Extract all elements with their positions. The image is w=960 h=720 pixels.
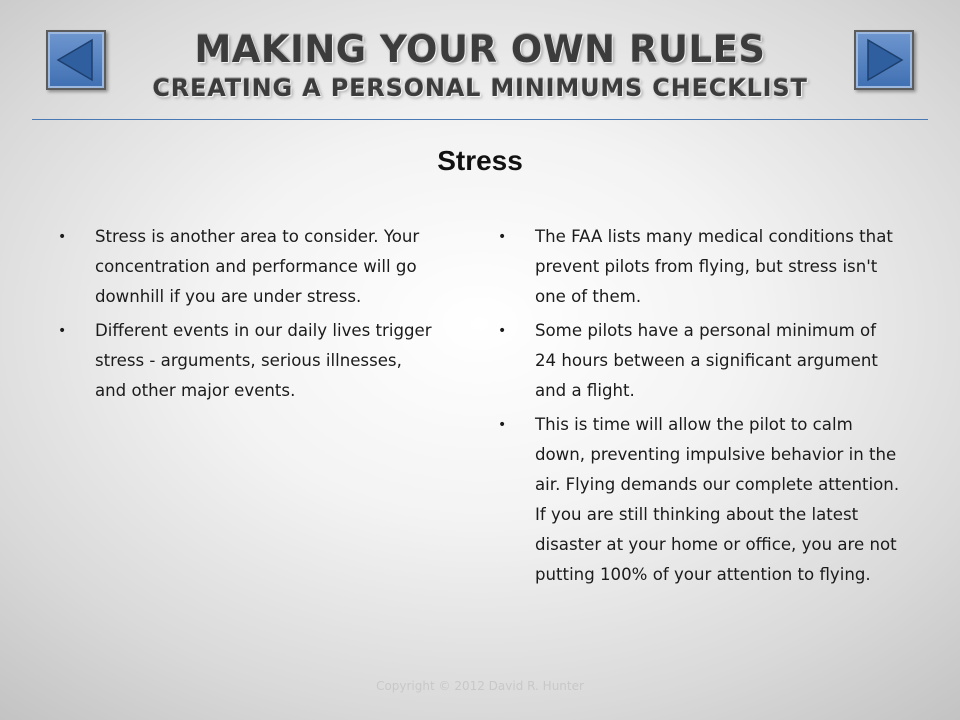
bullet-icon: • bbox=[58, 229, 67, 245]
bullet-text: Stress is another area to consider. Your concentration and performance will go downhill if you are under stress. bbox=[95, 227, 420, 306]
page-title: MAKING YOUR OWN RULES bbox=[194, 28, 766, 71]
slide-heading: Stress bbox=[437, 145, 523, 176]
list-item bbox=[498, 222, 902, 312]
left-bullet-list bbox=[58, 222, 438, 410]
right-bullet-list bbox=[498, 222, 902, 594]
right-triangle-icon bbox=[856, 32, 912, 88]
copyright-footer: Copyright © 2012 David R. Hunter bbox=[376, 679, 584, 693]
next-slide-button[interactable] bbox=[854, 30, 914, 90]
bullet-icon: • bbox=[498, 323, 507, 339]
list-item bbox=[498, 410, 902, 590]
previous-slide-button[interactable] bbox=[46, 30, 106, 90]
bullet-icon: • bbox=[498, 417, 507, 433]
left-triangle-icon bbox=[48, 32, 104, 88]
bullet-text: Some pilots have a personal minimum of 24 hours between a significant argument and a flight. bbox=[535, 321, 878, 400]
bullet-icon: • bbox=[498, 229, 507, 245]
page-subtitle: CREATING A PERSONAL MINIMUMS CHECKLIST bbox=[152, 74, 808, 102]
bullet-text: The FAA lists many medical conditions that prevent pilots from flying, but stress isn't one of them. bbox=[535, 227, 893, 306]
list-item bbox=[58, 316, 438, 406]
bullet-text: This is time will allow the pilot to calm down, preventing impulsive behavior in the air. Flying demands our complete attention. If you are still thinking about the latest disaster at your home or office, you are not putting 100% of your attention to flying. bbox=[535, 415, 900, 584]
title-divider bbox=[32, 119, 928, 120]
bullet-text: Different events in our daily lives trigger stress - arguments, serious illnesses, and other major events. bbox=[95, 321, 432, 400]
bullet-icon: • bbox=[58, 323, 67, 339]
list-item bbox=[498, 316, 902, 406]
list-item bbox=[58, 222, 438, 312]
